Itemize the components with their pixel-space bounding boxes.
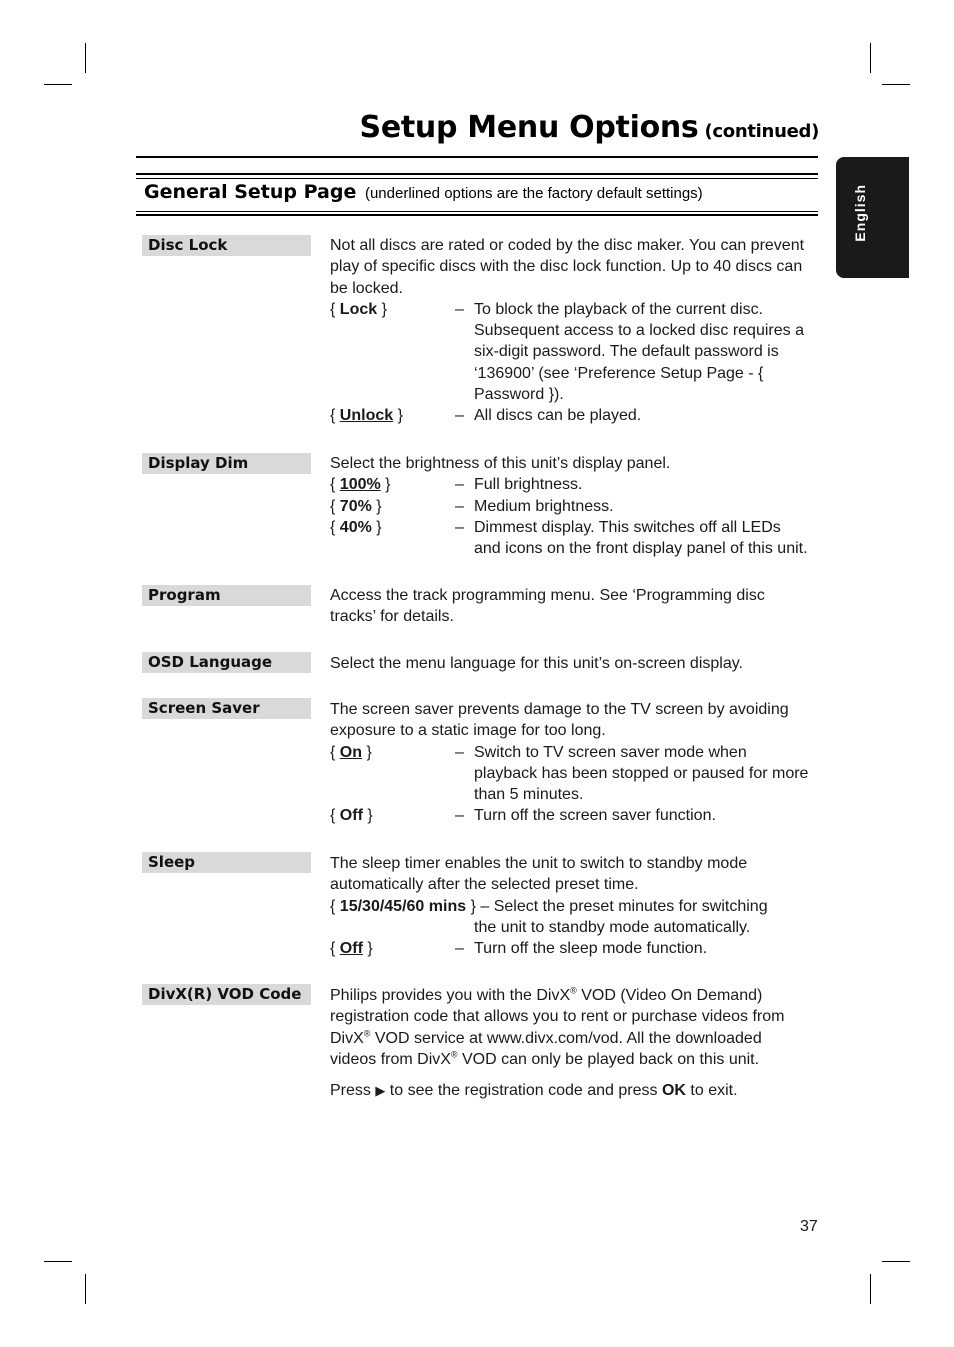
- option-label-osd-language: OSD Language: [142, 652, 311, 673]
- registered-mark: ®: [450, 1049, 458, 1060]
- text: to exit.: [685, 1082, 738, 1100]
- display-dim-option-100: [330, 474, 810, 495]
- screen-saver-description: [330, 699, 810, 827]
- brace: {: [330, 807, 336, 825]
- option-key: [330, 405, 403, 426]
- brace: }: [367, 807, 373, 825]
- crop-mark: [882, 84, 910, 85]
- brace: {: [330, 940, 336, 958]
- option-key: [330, 805, 373, 826]
- option-key: [330, 517, 382, 538]
- registered-mark: ®: [570, 985, 577, 996]
- screen-saver-option-off: [330, 805, 810, 826]
- program-description: [330, 585, 810, 628]
- section-note: (underlined options are the factory default settings): [364, 185, 703, 202]
- section-rule-bottom: [136, 214, 818, 216]
- screen-saver-option-on: [330, 742, 810, 806]
- option-desc: Turn off the screen saver function.: [474, 807, 716, 825]
- option-key-text: 100%: [339, 476, 381, 494]
- brace: }: [367, 940, 373, 958]
- option-key-text: Off: [339, 807, 363, 825]
- text: VOD (Video On Demand) registration code that allows you to rent or purchase videos from DivX: [330, 987, 785, 1047]
- osd-language-intro: Select the menu language for this unit’s on-screen display.: [330, 655, 743, 672]
- brace: }: [470, 897, 476, 915]
- language-tab: [836, 157, 909, 278]
- screen-saver-intro: The screen saver prevents damage to the TV screen by avoiding exposure to a static image for too long.: [330, 701, 789, 740]
- crop-mark: [882, 1261, 910, 1262]
- page-title: [360, 110, 819, 145]
- option-key-text: On: [339, 743, 363, 761]
- section-title: [144, 181, 703, 203]
- option-key-text: 70%: [339, 497, 372, 515]
- option-desc: All discs can be played.: [474, 407, 642, 425]
- dash: –: [455, 300, 464, 318]
- text: Philips provides you with the DivX: [330, 987, 571, 1004]
- dash: –: [455, 807, 464, 825]
- page-title-text: Setup Menu Options: [359, 110, 699, 145]
- sleep-intro: The sleep timer enables the unit to switch to standby mode automatically after the selected preset time.: [330, 855, 748, 894]
- disc-lock-option-lock: [330, 299, 810, 405]
- divx-press-instruction: [330, 1080, 810, 1101]
- text: VOD service at www.divx.com/vod. All the downloaded videos from DivX: [330, 1029, 762, 1068]
- option-desc: – Select the preset minutes for switching: [475, 897, 768, 915]
- page-title-continued: (continued): [704, 121, 819, 142]
- section-rule-bottom-thin: [136, 211, 818, 212]
- option-desc: Full brightness.: [474, 476, 583, 494]
- ok-key: OK: [661, 1082, 686, 1100]
- brace: {: [330, 897, 336, 915]
- brace: {: [330, 407, 336, 425]
- brace: }: [385, 476, 391, 494]
- option-key: [330, 474, 391, 495]
- brace: {: [330, 476, 336, 494]
- dash: –: [455, 940, 464, 958]
- dash: –: [455, 497, 464, 515]
- display-dim-intro: Select the brightness of this unit’s display panel.: [330, 455, 671, 472]
- section-title-text: General Setup Page: [144, 181, 357, 203]
- text: to see the registration code and press: [385, 1082, 662, 1100]
- crop-mark: [85, 43, 86, 73]
- option-desc: Turn off the sleep mode function.: [474, 940, 708, 958]
- dash: –: [455, 518, 464, 536]
- option-key-text: Unlock: [339, 407, 394, 425]
- disc-lock-option-unlock: [330, 405, 810, 426]
- brace: }: [376, 518, 382, 536]
- option-label-program: Program: [142, 585, 311, 606]
- sleep-option-minutes-cont: the unit to standby mode automatically.: [474, 918, 751, 936]
- disc-lock-description: [330, 235, 810, 427]
- section-rule-top-thin: [136, 178, 818, 179]
- option-label-display-dim: Display Dim: [142, 453, 311, 474]
- osd-language-description: [330, 653, 810, 674]
- option-key-text: 15/30/45/60 mins: [339, 897, 467, 915]
- dash: –: [455, 743, 464, 761]
- brace: {: [330, 743, 336, 761]
- brace: }: [376, 497, 382, 515]
- dash: –: [455, 407, 464, 425]
- display-dim-option-40: [330, 517, 810, 560]
- option-key: [330, 299, 387, 320]
- brace: }: [366, 743, 372, 761]
- brace: }: [381, 300, 387, 318]
- sleep-option-off: [330, 938, 810, 959]
- crop-mark: [44, 1261, 72, 1262]
- disc-lock-intro: Not all discs are rated or coded by the disc maker. You can prevent play of specific discs with the disc lock function. Up to 40 discs can be locked.: [330, 237, 805, 297]
- option-desc: Dimmest display. This switches off all LEDs and icons on the front display panel of this unit.: [474, 518, 808, 558]
- text: VOD can only be played back on this unit.: [457, 1050, 760, 1068]
- dash: –: [455, 476, 464, 494]
- brace: {: [330, 300, 336, 318]
- display-dim-option-70: [330, 496, 810, 517]
- option-key-text: Lock: [339, 300, 378, 318]
- title-rule: [136, 156, 818, 158]
- text: Press: [330, 1082, 376, 1100]
- option-desc: Medium brightness.: [474, 497, 614, 515]
- option-key: [330, 496, 382, 517]
- option-key: [330, 938, 373, 959]
- divx-intro: [330, 985, 810, 1070]
- brace: }: [397, 407, 403, 425]
- play-arrow-icon: ▶: [375, 1083, 386, 1099]
- option-label-screen-saver: Screen Saver: [142, 698, 311, 719]
- option-label-disc-lock: Disc Lock: [142, 235, 311, 256]
- crop-mark: [85, 1274, 86, 1304]
- sleep-option-minutes: [330, 896, 810, 917]
- option-desc: To block the playback of the current disc. Subsequent access to a locked disc requires a six-digit password. The default password is ‘136900’ (see ‘Preference Setup Page - { Password }).: [474, 300, 804, 404]
- language-tab-label: English: [852, 184, 868, 242]
- section-rule-top: [136, 173, 818, 175]
- crop-mark: [870, 43, 871, 73]
- option-key: [330, 742, 372, 763]
- option-key-text: Off: [339, 940, 363, 958]
- sleep-description: [330, 853, 810, 959]
- registered-mark: ®: [363, 1028, 371, 1039]
- program-intro: Access the track programming menu. See ‘Programming disc tracks’ for details.: [330, 587, 765, 626]
- option-label-divx-vod-code: DivX(R) VOD Code: [142, 984, 311, 1005]
- divx-description: [330, 985, 810, 1101]
- display-dim-description: [330, 453, 810, 559]
- crop-mark: [44, 84, 72, 85]
- option-key-text: 40%: [339, 518, 372, 536]
- option-desc: Switch to TV screen saver mode when playback has been stopped or paused for more than 5 minutes.: [474, 743, 809, 804]
- brace: {: [330, 518, 336, 536]
- crop-mark: [870, 1274, 871, 1304]
- page-number: 37: [800, 1218, 818, 1235]
- brace: {: [330, 497, 336, 515]
- option-label-sleep: Sleep: [142, 852, 311, 873]
